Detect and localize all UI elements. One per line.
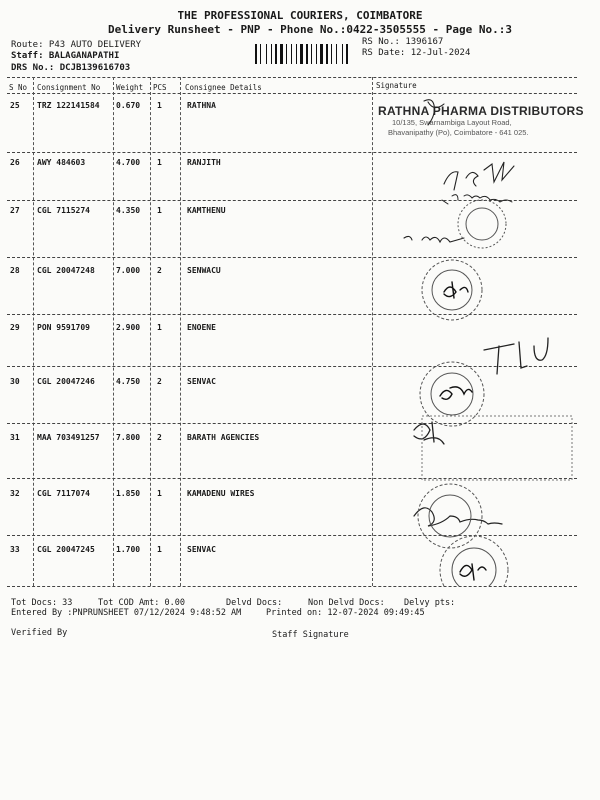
row-consignee: KAMADENU WIRES bbox=[187, 489, 255, 498]
row-pcs: 2 bbox=[157, 377, 162, 386]
barcode-bar bbox=[300, 44, 303, 64]
row-consignee: ENOENE bbox=[187, 323, 216, 332]
company-name: THE PROFESSIONAL COURIERS, COIMBATORE bbox=[177, 9, 423, 22]
barcode-bar bbox=[329, 44, 330, 64]
stamp-address-line: Bhavanipathy (Po), Coimbatore - 641 025. bbox=[388, 128, 529, 137]
stamp-company-name: RATHNA PHARMA DISTRIBUTORS bbox=[378, 104, 584, 118]
barcode-bar bbox=[320, 44, 323, 64]
row-weight: 1.850 bbox=[116, 489, 141, 498]
barcode-bar bbox=[262, 44, 265, 64]
col-header-pcs: PCS bbox=[153, 83, 167, 92]
verified-by-label: Verified By bbox=[11, 628, 68, 638]
row-consignment: MAA 703491257 bbox=[37, 433, 100, 442]
barcode-bar bbox=[304, 44, 305, 64]
row-sno: 31 bbox=[10, 433, 20, 442]
row-weight: 7.800 bbox=[116, 433, 141, 442]
row-consignment: TRZ 122141584 bbox=[37, 101, 100, 110]
row-consignee: SENVAC bbox=[187, 545, 216, 554]
row-weight: 4.700 bbox=[116, 158, 141, 167]
total-cod-amount: Tot COD Amt: 0.00 bbox=[98, 598, 185, 608]
staff-label: Staff: BALAGANAPATHI bbox=[11, 51, 120, 61]
total-docs: Tot Docs: 33 bbox=[11, 598, 73, 608]
row-sno: 25 bbox=[10, 101, 20, 110]
barcode-bar bbox=[288, 44, 290, 64]
runsheet-title: Delivery Runsheet - PNP - Phone No.:0422-3505555 - Page No.:3 bbox=[108, 23, 512, 36]
row-weight: 2.900 bbox=[116, 323, 141, 332]
barcode-bar bbox=[336, 44, 337, 64]
row-pcs: 2 bbox=[157, 433, 162, 442]
barcode-bar bbox=[306, 44, 308, 64]
drs-number: DRS No.: DCJB139616703 bbox=[11, 63, 131, 73]
rs-date: RS Date: 12-Jul-2024 bbox=[362, 48, 471, 58]
barcode-bar bbox=[260, 44, 261, 64]
barcode-bar bbox=[344, 44, 345, 64]
table-bottom-rule bbox=[7, 586, 577, 587]
delivered-docs: Delvd Docs: bbox=[226, 598, 283, 608]
barcode-bar bbox=[271, 44, 272, 64]
barcode-bar bbox=[326, 44, 328, 64]
barcode-bar bbox=[273, 44, 274, 64]
barcode-bar bbox=[309, 44, 310, 64]
col-header-signature: Signature bbox=[376, 81, 417, 90]
barcode-bar bbox=[286, 44, 287, 64]
row-consignment: AWY 484603 bbox=[37, 158, 86, 167]
barcode-bar bbox=[311, 44, 312, 64]
row-consignment: CGL 20047248 bbox=[37, 266, 95, 275]
row-pcs: 1 bbox=[157, 206, 162, 215]
row-consignee: RANJITH bbox=[187, 158, 221, 167]
barcode-bar bbox=[298, 44, 299, 64]
barcode-bar bbox=[275, 44, 277, 64]
barcode-bar bbox=[338, 44, 341, 64]
col-header-sno: S No bbox=[9, 83, 28, 92]
row-pcs: 1 bbox=[157, 101, 162, 110]
non-delivered-docs: Non Delvd Docs: bbox=[308, 598, 385, 608]
row-consignee: SENVAC bbox=[187, 377, 216, 386]
table-header-rule bbox=[7, 93, 577, 94]
row-consignee: RATHNA bbox=[187, 101, 216, 110]
delivery-points: Delvy pts: bbox=[404, 598, 456, 608]
col-header-consignment: Consignment No bbox=[37, 83, 101, 92]
barcode-bar bbox=[268, 44, 270, 64]
barcode-bar bbox=[255, 44, 257, 64]
row-sno: 32 bbox=[10, 489, 20, 498]
row-pcs: 2 bbox=[157, 266, 162, 275]
row-weight: 7.000 bbox=[116, 266, 141, 275]
route-label: Route: P43 AUTO DELIVERY bbox=[11, 40, 142, 50]
row-sno: 30 bbox=[10, 377, 20, 386]
row-consignment: PON 9591709 bbox=[37, 323, 90, 332]
row-pcs: 1 bbox=[157, 545, 162, 554]
col-header-consignee: Consignee Details bbox=[185, 83, 262, 92]
row-pcs: 1 bbox=[157, 158, 162, 167]
barcode-bar bbox=[324, 44, 325, 64]
row-consignee: SENWACU bbox=[187, 266, 221, 275]
barcode-bar bbox=[266, 44, 267, 64]
row-sno: 33 bbox=[10, 545, 20, 554]
row-consignment: CGL 7117074 bbox=[37, 489, 90, 498]
staff-signature-label: Staff Signature bbox=[272, 630, 349, 640]
table-top-rule bbox=[7, 77, 577, 78]
row-consignment: CGL 20047245 bbox=[37, 545, 95, 554]
barcode-bar bbox=[291, 44, 292, 64]
barcode-bar bbox=[316, 44, 317, 64]
entered-by: Entered By :PNPRUNSHEET 07/12/2024 9:48:52 AM bbox=[11, 608, 242, 618]
barcode-bar bbox=[258, 44, 259, 64]
row-consignment: CGL 7115274 bbox=[37, 206, 90, 215]
row-consignee: BARATH AGENCIES bbox=[187, 433, 260, 442]
barcode-bar bbox=[296, 44, 297, 64]
barcode-bar bbox=[284, 44, 285, 64]
row-weight: 0.670 bbox=[116, 101, 141, 110]
barcode-bar bbox=[342, 44, 343, 64]
row-consignment: CGL 20047246 bbox=[37, 377, 95, 386]
row-pcs: 1 bbox=[157, 489, 162, 498]
printed-on: Printed on: 12-07-2024 09:49:45 bbox=[266, 608, 425, 618]
row-weight: 1.700 bbox=[116, 545, 141, 554]
barcode-bar bbox=[280, 44, 283, 64]
row-sno: 28 bbox=[10, 266, 20, 275]
barcode-bar bbox=[331, 44, 332, 64]
signatures-drawing bbox=[374, 96, 574, 586]
rs-number: RS No.: 1396167 bbox=[362, 37, 444, 47]
barcode-bar bbox=[278, 44, 279, 64]
row-sno: 27 bbox=[10, 206, 20, 215]
col-header-weight: Weight bbox=[116, 83, 144, 92]
stamp-address-line: 10/135, Swarnambiga Layout Road, bbox=[392, 118, 512, 127]
row-consignee: KAMTHENU bbox=[187, 206, 226, 215]
barcode-bar bbox=[333, 44, 335, 64]
row-sno: 26 bbox=[10, 158, 20, 167]
barcode-bar bbox=[346, 44, 348, 64]
barcode-bar bbox=[293, 44, 295, 64]
barcode bbox=[255, 44, 355, 64]
row-pcs: 1 bbox=[157, 323, 162, 332]
barcode-bar bbox=[318, 44, 319, 64]
row-sno: 29 bbox=[10, 323, 20, 332]
barcode-bar bbox=[349, 44, 350, 64]
row-weight: 4.350 bbox=[116, 206, 141, 215]
row-weight: 4.750 bbox=[116, 377, 141, 386]
barcode-bar bbox=[313, 44, 315, 64]
